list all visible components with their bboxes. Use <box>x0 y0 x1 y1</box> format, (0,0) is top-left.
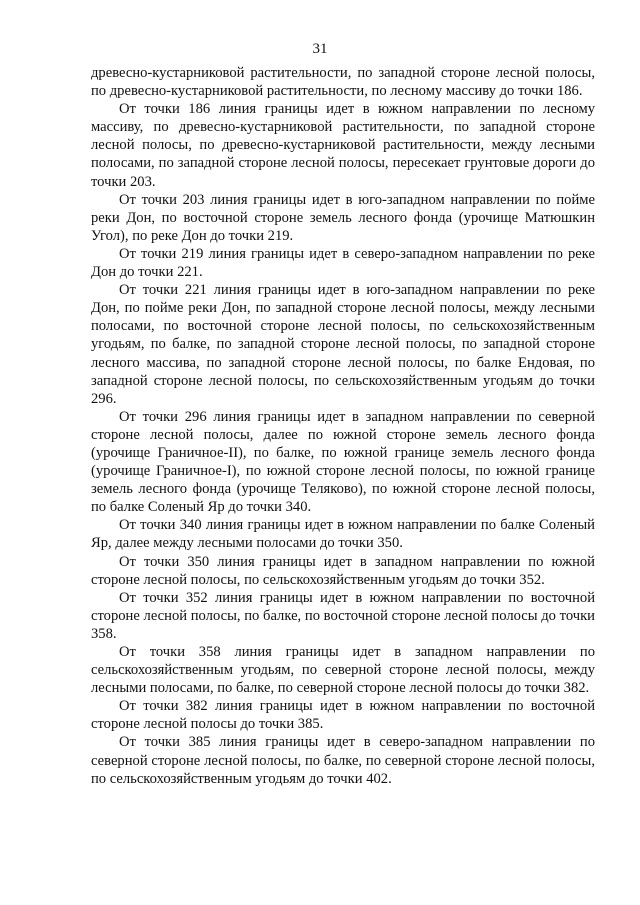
paragraph-continuation: древесно-кустарниковой растительности, по западной стороне лесной полосы, по древесно-кустарниковой растительности, по лесному массиву до точки 186. <box>91 65 595 100</box>
page-number: 31 <box>312 41 328 57</box>
paragraph-point-221: От точки 221 линия границы идет в юго-западном направлении по реке Дон, по пойме реки Дон, по западной стороне лесной полосы, между лесными полосами, по восточной стороне лесной полосы, по сельскохозяйственным угодьям, по балке, по западной стороне лесной полосы, по западной стороне лесного массива, по западной стороне лесной полосы, по балке Ендовая, по западной стороне лесной полосы, по сельскохозяйственным угодьям до точки 296. <box>91 282 595 407</box>
paragraph-point-186: От точки 186 линия границы идет в южном направлении по лесному массиву, по древесно-кустарниковой растительности, по западной стороне лесной полосы, по древесно-кустарниковой растительности, между лесными полосами, по западной стороне лесной полосы, пересекает грунтовые дороги до точки 203. <box>91 101 595 190</box>
paragraph-point-340: От точки 340 линия границы идет в южном направлении по балке Соленый Яр, далее между лесными полосами до точки 350. <box>91 517 595 552</box>
paragraph-point-203: От точки 203 линия границы идет в юго-западном направлении по пойме реки Дон, по восточной стороне земель лесного фонда (урочище Матюшкин Угол), по реке Дон до точки 219. <box>91 191 595 244</box>
paragraph-point-219: От точки 219 линия границы идет в северо-западном направлении по реке Дон до точки 221. <box>91 245 595 281</box>
paragraph-point-385: От точки 385 линия границы идет в северо-западном направлении по северной стороне лесной полосы, по балке, по северной стороне лесной полосы, по сельскохозяйственным угодьям до точки 402. <box>91 734 595 787</box>
paragraph-point-358: От точки 358 линия границы идет в западном направлении по сельскохозяйственным угодьям, по северной стороне лесной полосы, между лесными полосами, по балке, по северной стороне лесной полосы до точки 382. <box>91 644 595 697</box>
paragraph-point-382: От точки 382 линия границы идет в южном направлении по восточной стороне лесной полосы до точки 385. <box>91 698 595 733</box>
document-body <box>91 64 595 788</box>
paragraph-point-350: От точки 350 линия границы идет в западном направлении по южной стороне лесной полосы, по сельскохозяйственным угодьям до точки 352. <box>91 553 595 588</box>
paragraph-point-352: От точки 352 линия границы идет в южном направлении по восточной стороне лесной полосы, по балке, по восточной стороне лесной полосы до точки 358. <box>91 589 595 642</box>
paragraph-point-296: От точки 296 линия границы идет в западном направлении по северной стороне лесной полосы, далее по южной стороне земель лесного фонда (урочище Граничное-II), по балке, по южной границе земель лесного фонда (урочище Граничное-I), по южной стороне лесной полосы, по южной границе земель лесного фонда (урочище Теляково), по южной стороне лесной полосы, по балке Соленый Яр до точки 340. <box>91 408 595 516</box>
